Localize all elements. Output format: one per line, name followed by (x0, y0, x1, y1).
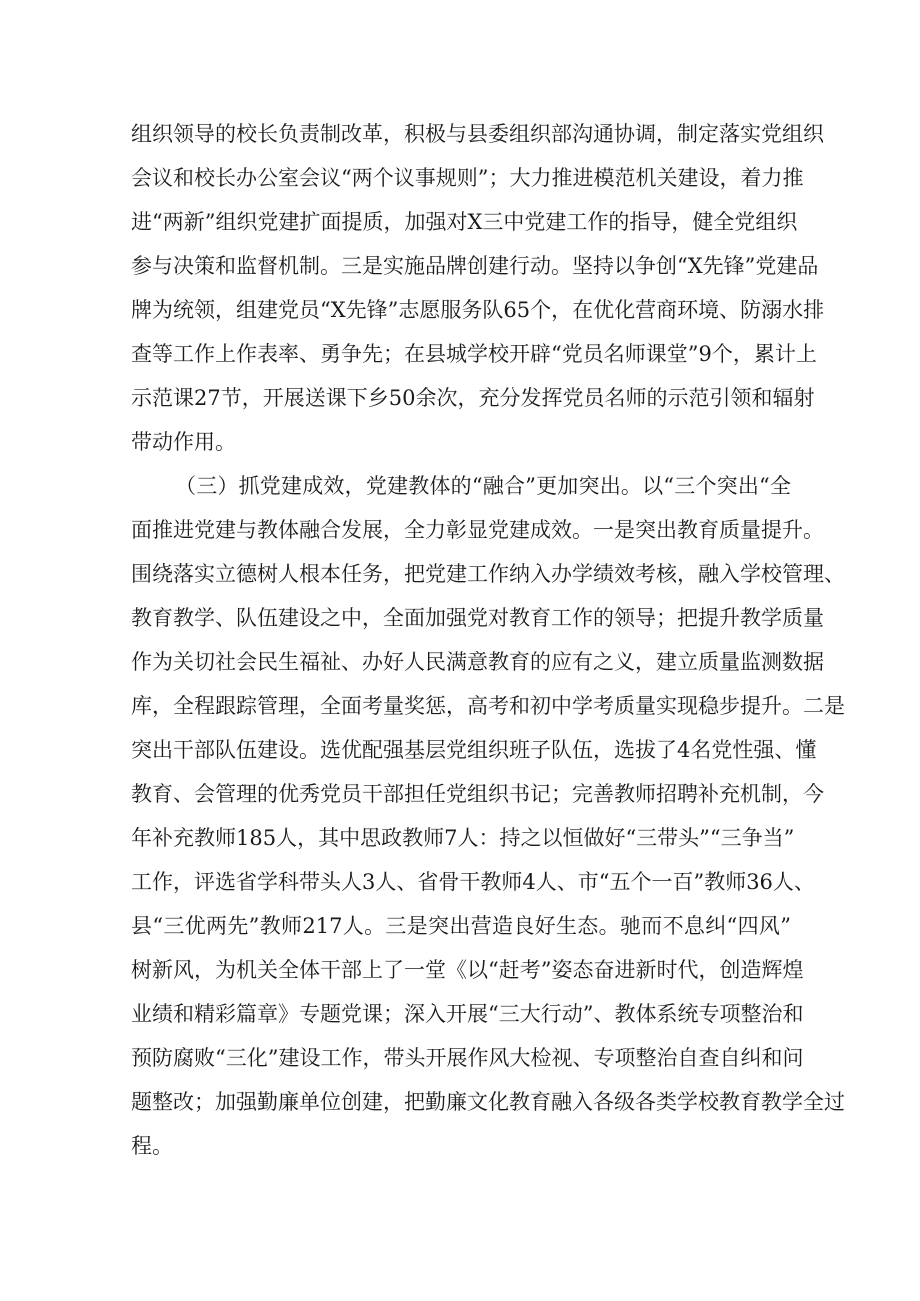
text-line: 程。 (131, 1134, 173, 1158)
text-line: 进“两新”组织党建扩面提质，加强对X三中党建工作的指导，健全党组织 (131, 210, 798, 234)
text-line: 预防腐败“三化”建设工作，带头开展作风大检视、专项整治自查自纠和问 (131, 1046, 804, 1070)
text-line: 年补充教师185人，其中思政教师7人：持之以恒做好“三带头”“三争当” (131, 826, 795, 850)
text-line: 作为关切社会民生福祉、办好人民满意教育的应有之义，建立质量监测数据 (131, 650, 824, 674)
text-line: 业绩和精彩篇章》专题党课；深入开展“三大行动”、教体系统专项整治和 (131, 1002, 804, 1026)
text-line: 树新风，为机关全体干部上了一堂《以“赶考”姿态奋进新时代，创造辉煌 (131, 958, 804, 982)
text-line: 查等工作上作表率、勇争先；在县城学校开辟“党员名师课堂”9个，累计上 (131, 342, 817, 366)
text-line: 围绕落实立德树人根本任务，把党建工作纳入办学绩效考核，融入学校管理、 (131, 562, 845, 586)
text-line: 工作，评选省学科带头人3人、省骨干教师4人、市“五个一百”教师36人、 (131, 870, 815, 894)
text-line: 库，全程跟踪管理，全面考量奖惩，高考和初中学考质量实现稳步提升。二是 (131, 694, 845, 718)
text-line: 突出干部队伍建设。选优配强基层党组织班子队伍，选拔了4名党性强、懂 (131, 738, 817, 762)
text-line: 示范课27节，开展送课下乡50余次，充分发挥党员名师的示范引领和辐射 (131, 386, 815, 410)
text-line: 教育、会管理的优秀党员干部担任党组织书记；完善教师招聘补充机制，今 (131, 782, 824, 806)
text-line: 牌为统领，组建党员“X先锋”志愿服务队65个，在优化营商环境、防溺水排 (131, 298, 825, 322)
text-line: 会议和校长办公室会议“两个议事规则”；大力推进模范机关建设，着力推 (131, 166, 804, 190)
text-line: 面推进党建与教体融合发展，全力彰显党建成效。一是突出教育质量提升。 (131, 518, 824, 542)
text-line: 题整改；加强勤廉单位创建，把勤廉文化教育融入各级各类学校教育教学全过 (131, 1090, 845, 1114)
text-line: 教育教学、队伍建设之中，全面加强党对教育工作的领导；把提升教学质量 (131, 606, 824, 630)
section-heading-line: （三）抓党建成效，党建教体的“融合”更加突出。以“三个突出“全 (175, 474, 791, 498)
text-line: 组织领导的校长负责制改革，积极与县委组织部沟通协调，制定落实党组织 (131, 122, 824, 146)
text-line: 参与决策和监督机制。三是实施品牌创建行动。坚持以争创“X先锋”党建品 (131, 254, 819, 278)
text-line: 带动作用。 (131, 430, 236, 454)
text-line: 县“三优两先”教师217人。三是突出营造良好生态。驰而不息纠“四风” (131, 914, 791, 938)
